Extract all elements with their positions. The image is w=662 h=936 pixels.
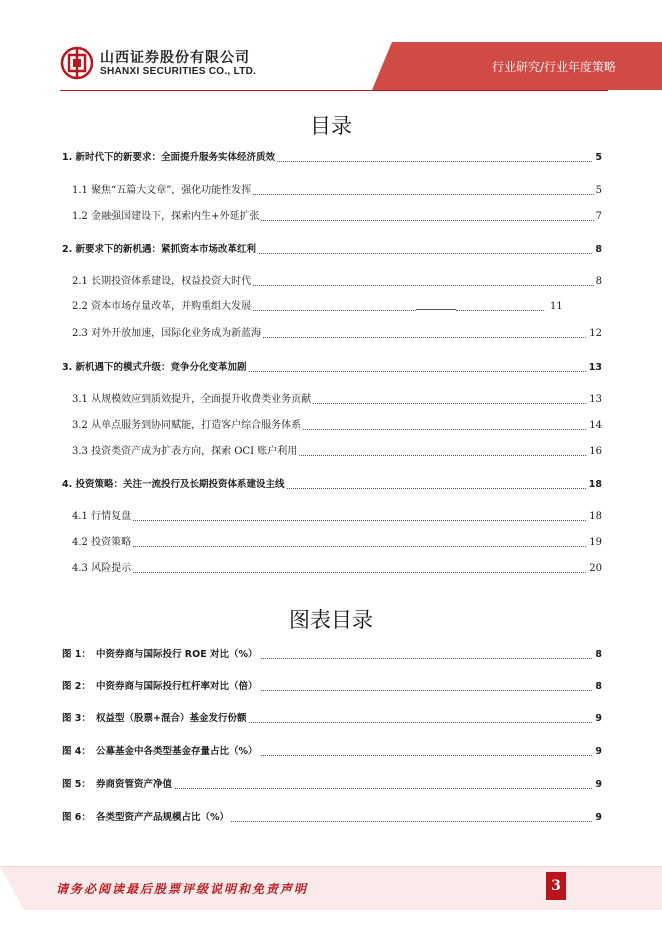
figure-label: 各类型资产产品规模占比（%） [96,812,230,823]
toc-entry-page: 13 [588,362,602,373]
toc-entry-label: 1.2 金融强国建设下，探索内生+外延扩张 [72,211,260,222]
toc-entry-page: 5 [595,185,602,196]
figure-entry-6[interactable] [62,811,602,825]
toc-entry-page: 18 [588,479,602,490]
toc-entry-label: 4.1 行情复盘 [72,511,132,522]
company-name-cn: 山西证券股份有限公司 [100,50,250,66]
toc-entry-label: 3.2 从单点服务到协同赋能，打造客户综合服务体系 [72,420,302,431]
figure-number: 图 3： [62,713,91,724]
toc-entry-2-2[interactable] [72,300,602,314]
figure-label: 公募基金中各类型基金存量占比（%） [96,746,258,757]
toc-entry-1-2[interactable] [72,210,602,224]
page-number: 3 [546,872,566,900]
toc-entry-label: 3. 新机遇下的模式升级：竞争分化变革加剧 [62,362,247,373]
figure-entry-4[interactable] [62,745,602,759]
toc-entry-2-1[interactable] [72,275,602,289]
toc-entry-page: 18 [589,511,602,522]
toc-entry-label: 4.3 风险提示 [72,563,132,574]
toc-entry-3-1[interactable] [72,393,602,407]
leader-dots [72,572,602,573]
toc-entry-label: 4.2 投资策略 [72,537,132,548]
toc-entry-label: 2. 新要求下的新机遇：紧抓资本市场改革红利 [62,244,257,255]
toc-entry-page: 14 [589,420,602,431]
toc-entry-page: 12 [589,328,602,339]
toc-entry-label: 2.2 资本市场存量改革，并购重组大发展 [72,301,252,312]
header-divider [60,90,608,91]
toc-entry-2[interactable] [62,243,602,257]
shanxi-securities-logo-icon [60,46,94,80]
toc-entry-3-2[interactable] [72,419,602,433]
figure-number: 图 5： [62,779,91,790]
toc-entry-1-1[interactable] [72,184,602,198]
leader-dots [72,546,602,547]
leader-dots [456,310,544,311]
footer-disclaimer: 请务必阅读最后股票评级说明和免责声明 [56,882,309,896]
figures-title: 图表目录 [289,608,373,632]
toc-entry-page: 16 [589,446,602,457]
toc-entry-label: 1.1 聚焦“五篇大文章”，强化功能性发挥 [72,185,252,196]
figure-entry-2[interactable] [62,680,602,694]
figure-page: 9 [595,779,602,790]
toc-entry-4-1[interactable] [72,510,602,524]
figure-entry-3[interactable] [62,712,602,726]
figure-label: 权益型（股票+混合）基金发行份额 [96,713,247,724]
figure-label: 中资券商与国际投行 ROE 对比（%） [96,649,258,660]
toc-entry-label: 3.3 投资类资产成为扩表方向，探索 OCI 账户利用 [72,446,298,457]
toc-entry-1[interactable] [62,151,602,165]
toc-entry-page: 8 [595,276,602,287]
figure-page: 9 [595,812,602,823]
figure-number: 图 6： [62,812,91,823]
figure-page: 9 [595,713,602,724]
figure-number: 图 1： [62,649,91,660]
toc-entry-label: 1. 新时代下的新要求：全面提升服务实体经济质效 [62,152,276,163]
figure-number: 图 4： [62,746,91,757]
toc-entry-page: 5 [595,152,602,163]
page-header [0,0,662,96]
toc-entry-label: 4. 投资策略：关注一流投行及长期投资体系建设主线 [62,479,285,490]
toc-entry-2-3[interactable] [72,327,602,341]
toc-entry-label: 2.3 对外开放加速，国际化业务成为新蓝海 [72,328,262,339]
toc-entry-page: 11 [550,301,563,312]
toc-entry-label: 2.1 长期投资体系建设，权益投资大时代 [72,276,252,287]
report-type-label: 行业研究/行业年度策略 [491,60,616,74]
figure-entry-5[interactable] [62,778,602,792]
toc-entry-4-2[interactable] [72,536,602,550]
toc-entry-page: 20 [589,563,602,574]
figure-number: 图 2： [62,681,91,692]
toc-entry-page: 8 [595,244,602,255]
leader-dots [72,520,602,521]
toc-entry-page: 19 [589,537,602,548]
toc-entry-4-3[interactable] [72,562,602,576]
toc-entry-page: 7 [595,211,602,222]
leader-dash [416,309,456,310]
figure-page: 9 [595,746,602,757]
figure-page: 8 [595,649,602,660]
figure-entry-1[interactable] [62,648,602,662]
figure-label: 券商资管资产净值 [96,779,173,790]
toc-entry-3-3[interactable] [72,445,602,459]
toc-entry-3[interactable] [62,361,602,375]
figure-label: 中资券商与国际投行杠杆率对比（倍） [96,681,258,692]
toc-entry-page: 13 [589,394,602,405]
company-name-en: SHANXI SECURITIES CO., LTD. [100,66,257,77]
toc-entry-label: 3.1 从规模效应到质效提升，全面提升收费类业务贡献 [72,394,312,405]
toc-title: 目录 [310,114,352,138]
toc-entry-4[interactable] [62,478,602,492]
figure-page: 8 [595,681,602,692]
